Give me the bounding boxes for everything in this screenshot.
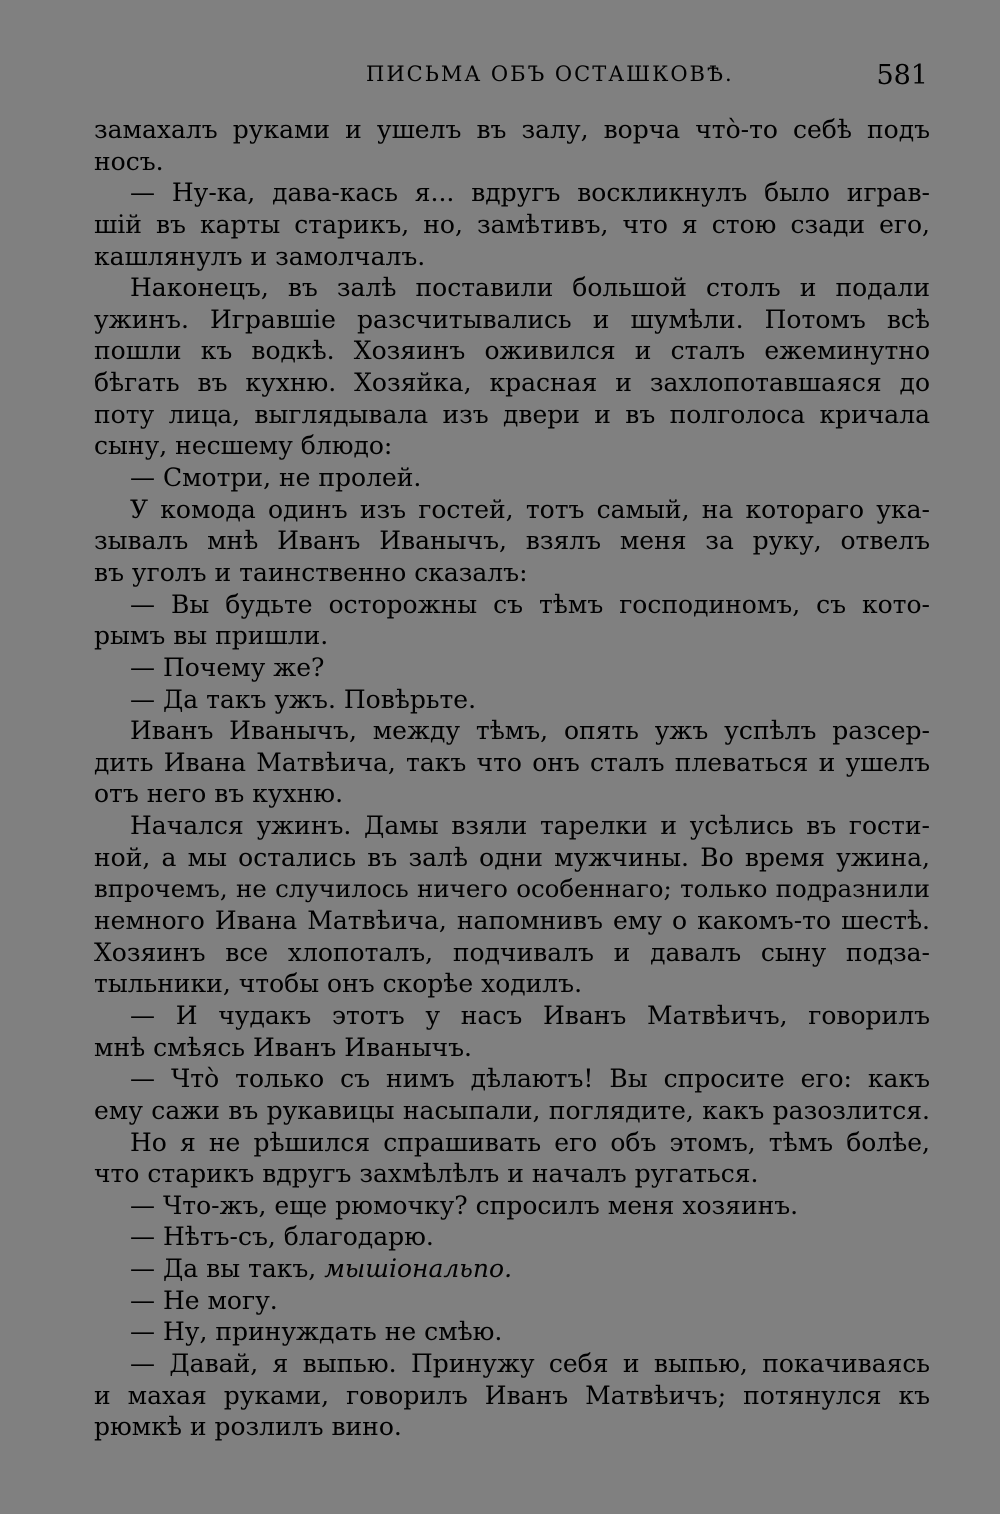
text-line: — Что-жъ, еще рюмочку? спросилъ меня хозяинъ. xyxy=(130,1190,799,1220)
text-line: Иванъ Иванычъ, между тѣмъ, опять ужъ успѣлъ разсер- xyxy=(130,716,930,746)
page-header xyxy=(94,60,928,94)
text-line-start: — Да вы такъ, xyxy=(130,1254,325,1284)
text-line: кашлянулъ и замолчалъ. xyxy=(94,241,426,271)
text-line: ной, а мы остались въ залѣ одни мужчины. Во время ужина, xyxy=(94,842,930,872)
text-line: носъ. xyxy=(94,146,164,176)
text-line: — Нѣтъ-съ, благодарю. xyxy=(130,1222,434,1252)
text-line: и махая руками, говорилъ Иванъ Матвѣичъ; потянулся къ xyxy=(94,1380,930,1410)
text-line: Наконецъ, въ залѣ поставили большой столъ и подали xyxy=(130,273,930,303)
text-line: — Ну-ка, дава-кась я... вдругъ воскликнулъ было играв- xyxy=(130,178,930,208)
text-line: шій въ карты старикъ, но, замѣтивъ, что я стою сзади его, xyxy=(94,209,930,239)
text-line: — Давай, я выпью. Принужу себя и выпью, покачиваясь xyxy=(130,1348,930,1378)
italic-word: мышіональпо. xyxy=(324,1254,513,1284)
text-line: ему сажи въ рукавицы насыпали, поглядите, какъ разозлится. xyxy=(94,1095,930,1125)
text-line-with-italic xyxy=(94,1253,930,1285)
text-line: немного Ивана Матвѣича, напомнивъ ему о какомъ-то шестѣ. xyxy=(94,906,930,936)
text-line: пошли къ водкѣ. Хозяинъ оживился и сталъ ежеминутно xyxy=(94,336,930,366)
text-line: Начался ужинъ. Дамы взяли тарелки и усѣлись въ гости- xyxy=(130,811,930,841)
text-line: — Ну, принуждать не смѣю. xyxy=(130,1317,503,1347)
text-line: мнѣ смѣясь Иванъ Иванычъ. xyxy=(94,1032,473,1062)
running-title: ПИСЬМА ОБЪ ОСТАШКОВѢ. xyxy=(366,62,734,86)
text-line: замахалъ руками и ушелъ въ залу, ворча что̀-то себѣ подъ xyxy=(94,115,930,144)
text-line: что старикъ вдругъ захмѣлѣлъ и началъ ругаться. xyxy=(94,1159,759,1189)
text-line: — Да такъ ужъ. Повѣрьте. xyxy=(130,684,477,714)
text-line: дить Ивана Матвѣича, такъ что онъ сталъ плеваться и ушелъ xyxy=(94,747,930,777)
text-line: зывалъ мнѣ Иванъ Иванычъ, взялъ меня за руку, отвелъ xyxy=(94,526,930,556)
text-line: ужинъ. Игравшіе разсчитывались и шумѣли. Потомъ всѣ xyxy=(94,304,930,334)
text-line: — И чудакъ этотъ у насъ Иванъ Матвѣичъ, говорилъ xyxy=(130,1000,930,1030)
text-line: — Вы будьте осторожны съ тѣмъ господиномъ, съ кото- xyxy=(130,589,930,619)
text-line: тыльники, чтобы онъ скорѣе ходилъ. xyxy=(94,969,583,999)
text-line: рюмкѣ и розлилъ вино. xyxy=(94,1412,402,1442)
text-line: впрочемъ, не случилось ничего особеннаго; только подразнили xyxy=(94,874,930,904)
text-line: сыну, несшему блюдо: xyxy=(94,431,393,461)
text-line: Хозяинъ все хлопоталъ, подчивалъ и давалъ сыну подза- xyxy=(94,937,930,967)
text-line: рымъ вы пришли. xyxy=(94,621,329,651)
text-line: поту лица, выглядывала изъ двери и въ полголоса кричала xyxy=(94,399,930,429)
page-number: 581 xyxy=(876,60,928,91)
text-line: — Почему же? xyxy=(130,652,325,682)
text-line: въ уголъ и таинственно сказалъ: xyxy=(94,557,528,587)
text-line: отъ него въ кухню. xyxy=(94,779,344,809)
text-line: — Смотри, не пролей. xyxy=(130,463,422,493)
text-line: Но я не рѣшился спрашивать его объ этомъ, тѣмъ болѣе, xyxy=(130,1127,930,1157)
text-line: бѣгать въ кухню. Хозяйка, красная и захлопотавшаяся до xyxy=(94,368,930,398)
body-text xyxy=(94,114,930,1443)
text-line: — Что̀ только съ нимъ дѣлаютъ! Вы спросите его: какъ xyxy=(130,1064,930,1094)
text-line: — Не могу. xyxy=(130,1285,278,1315)
text-line: У комода одинъ изъ гостей, тотъ самый, на котораго ука- xyxy=(130,494,930,524)
